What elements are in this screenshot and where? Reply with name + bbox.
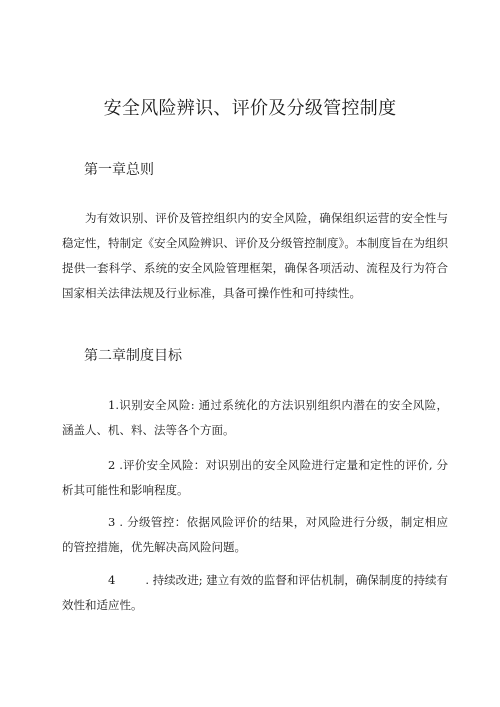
- objective-item-3: [62, 510, 448, 560]
- objective-item-4-text: . 持续改进; 建立有效的监督和评估机制，确保制度的持续有效性和适应性。: [62, 573, 448, 612]
- chapter-2-heading: 第二章制度目标: [84, 348, 182, 364]
- objective-item-1-text: .识别安全风险: 通过系统化的方法识别组织内潜在的安全风险，涵盖人、机、料、法等各个方面。: [62, 398, 448, 437]
- objective-item-2: [62, 453, 448, 503]
- objective-item-1: [62, 393, 448, 443]
- objective-item-3-text: . 分级管控：依据风险评价的结果，对风险进行分级，制定相应的管控措施，优先解决高风险问题。: [62, 515, 449, 554]
- objective-item-4: [62, 568, 448, 618]
- chapter-1-heading: 第一章总则: [84, 162, 154, 178]
- objective-item-3-number: 3: [108, 515, 116, 529]
- objective-item-1-number: 1: [108, 398, 116, 412]
- objective-item-4-number: 4: [108, 573, 116, 587]
- objective-item-2-text: .评价安全风险：对识别出的安全风险进行定量和定性的评价, 分析其可能性和影响程度。: [62, 458, 448, 497]
- chapter-1-paragraph: 为有效识别、评价及管控组织内的安全风险，确保组织运营的安全性与稳定性，特制定《安全风险辨识、评价及分级管控制度》。本制度旨在为组织提供一套科学、系统的安全风险管理框架，确保各项活动、流程及行为符合国家相关法律法规及行业标准，具备可操作性和可持续性。: [62, 211, 448, 300]
- document-title: 安全风险辨识、评价及分级管控制度: [103, 98, 397, 119]
- objective-item-2-number: 2: [108, 458, 116, 472]
